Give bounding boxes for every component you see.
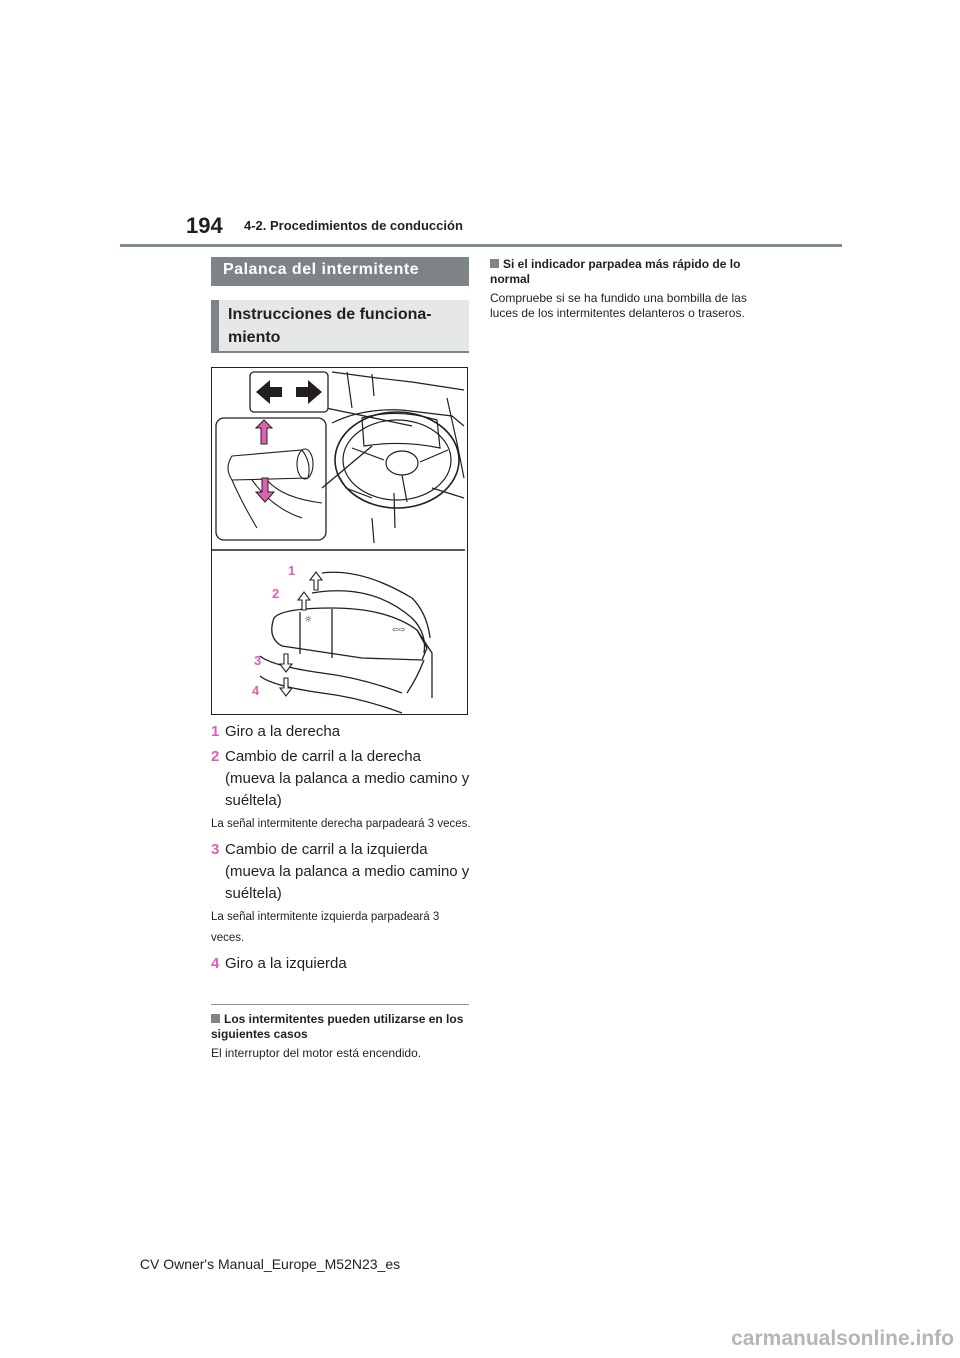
note-text: Compruebe si se ha fundido una bombilla de las luces de los intermitentes delanteros o traseros.	[490, 291, 747, 320]
step-text: Cambio de carril a la derecha (mueva la palanca a medio camino y suéltela)	[225, 748, 470, 809]
chapter-title: 4-2. Procedimientos de conducción	[244, 218, 463, 233]
step-text: Giro a la derecha	[225, 723, 341, 740]
watermark: carmanualsonline.info	[731, 1327, 954, 1350]
note-heading: Si el indicador parpadea más rápido de lo normal	[490, 257, 741, 286]
turn-signal-illustration	[212, 368, 467, 714]
svg-text:☼: ☼	[304, 615, 313, 625]
usage-note	[211, 1012, 469, 1061]
step-note: La señal intermitente derecha parpadeará 3 veces.	[211, 818, 471, 830]
note-divider	[211, 1004, 469, 1005]
step-item	[211, 839, 471, 905]
step-text: Giro a la izquierda	[225, 955, 347, 972]
step-item	[211, 746, 471, 812]
step-list	[211, 718, 471, 975]
step-note: La señal intermitente izquierda parpadeará 3 veces.	[211, 911, 440, 944]
turn-signal-figure	[211, 367, 468, 715]
subsection-title: Instrucciones de funciona-miento	[228, 306, 432, 346]
callout-1: 1	[288, 563, 296, 578]
step-number: 3	[211, 841, 220, 858]
subsection-box	[211, 300, 469, 353]
note-heading: Los intermitentes pueden utilizarse en los siguientes casos	[211, 1012, 464, 1041]
square-bullet-icon	[211, 1014, 220, 1023]
step-text: Cambio de carril a la izquierda (mueva la palanca a medio camino y suéltela)	[225, 841, 470, 902]
header-divider	[120, 244, 842, 247]
step-item	[211, 721, 471, 743]
note-text: El interruptor del motor está encendido.	[211, 1046, 422, 1060]
section-title: Palanca del intermitente	[211, 257, 469, 286]
step-number: 4	[211, 955, 220, 972]
svg-text:⇦⇨: ⇦⇨	[392, 625, 406, 634]
page-number: 194	[186, 213, 223, 238]
callout-4: 4	[252, 683, 260, 698]
fast-blink-note	[490, 257, 750, 321]
callout-3: 3	[254, 653, 262, 668]
step-number: 2	[211, 748, 220, 765]
square-bullet-icon	[490, 259, 499, 268]
step-item	[211, 953, 471, 975]
callout-2: 2	[272, 586, 280, 601]
step-number: 1	[211, 723, 220, 740]
footer-text: CV Owner's Manual_Europe_M52N23_es	[139, 1256, 401, 1272]
